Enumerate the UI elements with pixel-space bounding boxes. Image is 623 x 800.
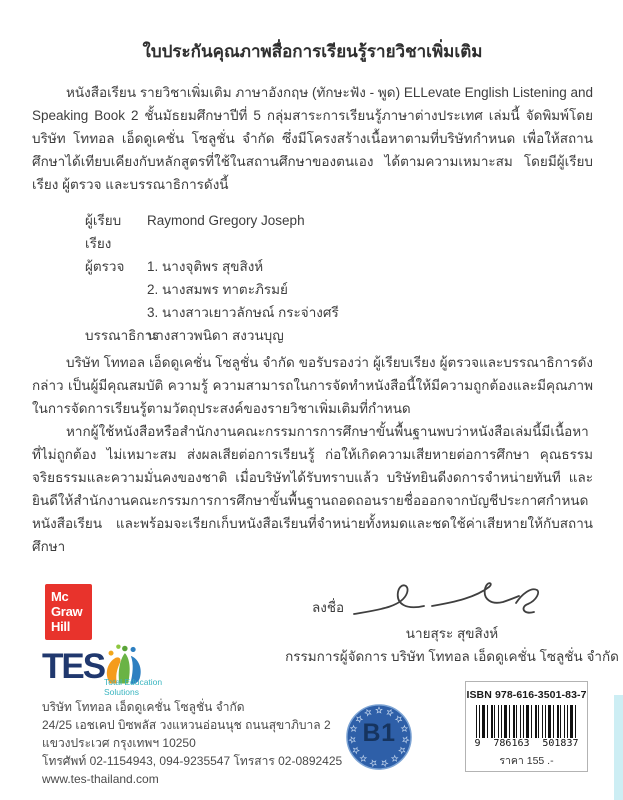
cefr-level-badge	[344, 702, 414, 772]
credit-value: 2. นางสมพร ทาตะภิรมย์	[147, 282, 288, 297]
mcgraw-hill-logo	[45, 584, 92, 640]
credit-label: ผู้ตรวจ	[85, 259, 125, 274]
mcgraw-hill-logo-line: Graw	[51, 604, 83, 619]
mcgraw-hill-logo-line: Mc	[51, 589, 69, 604]
address-line-district: แขวงประเวศ กรุงเทพฯ 10250	[42, 736, 196, 750]
address-line-company: บริษัท โททอล เอ็ดดูเคชั่น โซลูชั่น จำกัด	[42, 700, 245, 714]
address-line-website: www.tes-thailand.com	[42, 772, 159, 786]
credit-label	[85, 301, 147, 324]
paragraph-certification: บริษัท โททอล เอ็ดดูเคชั่น โซลูชั่น จำกัด ขอรับรองว่า ผู้เรียบเรียง ผู้ตรวจและบรรณาธิการดังกล่าว เป็นผู้มีคุณสมบัติ ความรู้ ความสามารถในการจัดทำหนังสือนี้ให้มีความถูกต้องและมีคุณภาพในการจัดการเรียนรู้ตามวัตถุประสงค์ของรายวิชาเพิ่มเติมที่กำหนด	[32, 355, 593, 416]
credit-label: ผู้เรียบเรียง	[85, 213, 122, 251]
isbn-number: ISBN 978-616-3501-83-7	[466, 689, 587, 701]
barcode-digit-left: 9	[474, 738, 481, 749]
credit-value: นางสาวพนิดา สงวนบุญ	[147, 328, 284, 343]
page-edge-strip	[614, 695, 623, 800]
credit-label: บรรณาธิการ	[85, 328, 160, 343]
credit-row-editor	[85, 324, 593, 347]
signer-name: นายสุระ สุขสิงห์	[405, 626, 499, 641]
page-title: ใบประกันคุณภาพสื่อการเรียนรู้รายวิชาเพิ่มเติม	[142, 42, 483, 61]
mcgraw-hill-logo-line: Hill	[51, 619, 71, 634]
publisher-address	[42, 698, 342, 788]
isbn-block	[465, 681, 588, 772]
ean-barcode	[476, 705, 578, 738]
credit-row-author	[85, 209, 593, 255]
tes-tagline	[104, 678, 162, 697]
signer-position: กรรมการผู้จัดการ บริษัท โททอล เอ็ดดูเคชั่น โซลูชั่น จำกัด	[285, 649, 619, 664]
tes-tagline-line: Total Education	[104, 677, 163, 687]
credit-value: 1. นางจุติพร สุขสิงห์	[147, 259, 264, 274]
handwritten-signature	[350, 574, 545, 626]
credit-row-reviewer-2	[85, 278, 593, 301]
price-label: ราคา 155 .-	[499, 755, 554, 767]
sign-here-label: ลงชื่อ	[312, 600, 345, 615]
barcode-digits-group: 501837	[542, 738, 579, 749]
paragraph-intro: หนังสือเรียน รายวิชาเพิ่มเติม ภาษาอังกฤษ (ทักษะฟัง - พูด) ELLevate English Listening and Speaking Book 2 ชั้นมัธยมศึกษาปีที่ 5 กลุ่มสาระการเรียนรู้ภาษาต่างประเทศ เล่มนี้ จัดพิมพ์โดยบริษัท โททอล เอ็ดดูเคชั่น โซลูชั่น จำกัด ซึ่งมีโครงสร้างเนื้อหาตามที่บริษัทกำหนด เพื่อให้สถานศึกษาได้เทียบเคียงกับหลักสูตรที่ใช้ในสถานศึกษาของตนเอง ได้ตามความเหมาะสม โดยมีผู้เรียบเรียง ผู้ตรวจ และบรรณาธิการดังนี้	[32, 85, 593, 192]
credit-label	[85, 278, 147, 301]
tes-logo-acronym: TES	[42, 647, 105, 686]
barcode-digits	[473, 738, 581, 749]
tes-logo	[42, 645, 212, 697]
address-line-phone: โทรศัพท์ 02-1154943, 094-9235547 โทรสาร 02-0892425	[42, 754, 343, 768]
credit-value: 3. นางสาวเยาวลักษณ์ กระจ่างศรี	[147, 305, 339, 320]
cefr-level-label: B1	[362, 719, 396, 747]
credit-value: Raymond Gregory Joseph	[147, 213, 305, 228]
credits-list	[85, 209, 593, 347]
tes-tagline-line: Solutions	[104, 686, 139, 697]
paragraph-liability: หากผู้ใช้หนังสือหรือสำนักงานคณะกรรมการการศึกษาขั้นพื้นฐานพบว่าหนังสือเล่มนี้มีเนื้อหาที่ไม่ถูกต้อง ไม่เหมาะสม ส่งผลเสียต่อการเรียนรู้ ก่อให้เกิดความเสียหายต่อการศึกษา คุณธรรม จริยธรรมและความมั่นคงของชาติ เมื่อบริษัทได้รับทราบแล้ว บริษัทยินดีงดการจำหน่ายทันที และยินดีให้สำนักงานคณะกรรมการการศึกษาขั้นพื้นฐานถอดถอนรายชื่อออกจากบัญชีประกาศกำหนดหนังสือเรียน และพร้อมจะเรียกเก็บหนังสือเรียนที่จำหน่ายทั้งหมดและชดใช้ค่าเสียหายให้กับสถานศึกษา	[32, 424, 593, 554]
address-line-street: 24/25 เอชเคป บิซพลัส วงแหวนอ่อนนุช ถนนสุขาภิบาล 2	[42, 718, 331, 732]
credit-row-reviewer-1	[85, 255, 593, 278]
document-body	[32, 0, 619, 674]
credit-row-reviewer-3	[85, 301, 593, 324]
barcode-digits-group: 786163	[493, 738, 530, 749]
